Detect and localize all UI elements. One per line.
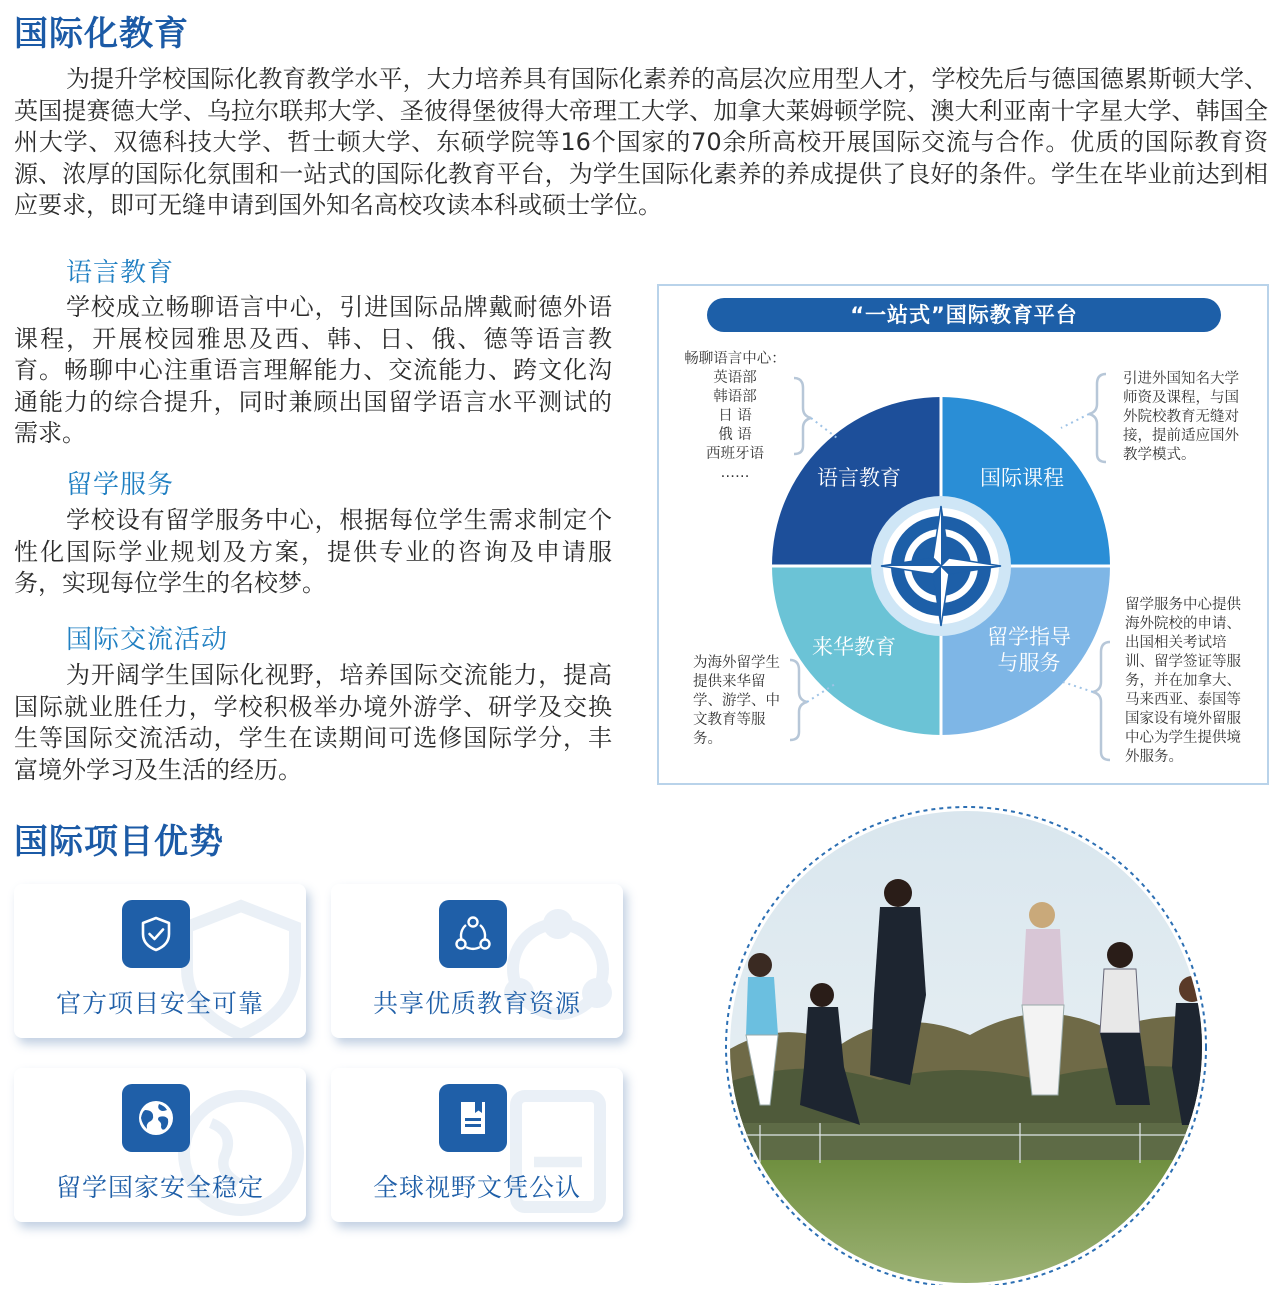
quadrant-label-china-education: 来华教育 <box>812 635 896 659</box>
subsection-text-language: 学校成立畅聊语言中心，引进国际品牌戴耐德外语课程，开展校园雅思及西、韩、日、俄、德等语言教育。畅聊中心注重语言理解能力、交流能力、跨文化沟通能力的综合提升，同时兼顾出国留学语言水平测试的需求。 <box>14 293 612 447</box>
language-item: 西班牙语 <box>706 446 764 462</box>
brace-courses <box>1089 374 1106 462</box>
diagram-title: “一站式”国际教育平台 <box>707 298 1221 332</box>
subsection-text-exchange: 为开阔学生国际化视野，培养国际交流能力，提高国际就业胜任力，学校积极举办境外游学、研学及交换生等国际交流活动，学生在读期间可选修国际学分，丰富境外学习及生活的经历。 <box>14 661 612 784</box>
language-item: …… <box>720 465 750 481</box>
subsection-text-study-abroad: 学校设有留学服务中心，根据每位学生需求制定个性化国际学业规划及方案，提供专业的咨询及申请服务，实现每位学生的名校梦。 <box>14 506 612 597</box>
advantage-card-official <box>14 884 306 1038</box>
one-stop-platform-diagram <box>657 284 1269 785</box>
quadrant-label-guidance-line2: 与服务 <box>997 651 1061 675</box>
brace-language-center <box>794 378 811 454</box>
shield-check-icon <box>122 900 190 968</box>
advantage-card-label: 留学国家安全稳定 <box>55 1173 264 1202</box>
advantage-card-label: 官方项目安全可靠 <box>55 989 264 1018</box>
quadrant-label-guidance <box>969 624 1089 676</box>
subsection-title-study-abroad: 留学服务 <box>66 470 175 500</box>
language-center-heading: 畅聊语言中心： <box>684 351 786 367</box>
brace-study-abroad <box>1093 642 1110 760</box>
language-center-list <box>675 350 795 483</box>
quadrant-label-courses: 国际课程 <box>980 466 1064 490</box>
intro-paragraph: 为提升学校国际化教育教学水平，大力培养具有国际化素养的高层次应用型人才，学校先后与德国德累斯顿大学、英国提赛德大学、乌拉尔联邦大学、圣彼得堡彼得大帝理工大学、加拿大莱姆顿学院、澳大利亚南十字星大学、韩国全州大学、双德科技大学、哲士顿大学、东硕学院等16个国家的70余所高校开展国际交流与合作。优质的国际教育资源、浓厚的国际化氛围和一站式的国际化教育平台，为学生国际化素养的养成提供了良好的条件。学生在毕业前达到相应要求，即可无缝申请到国外知名高校攻读本科或硕士学位。 <box>14 65 1268 219</box>
quadrant-label-guidance-line1: 留学指导 <box>987 625 1071 649</box>
language-item: 俄 语 <box>718 427 752 443</box>
share-nodes-icon <box>439 900 507 968</box>
certificate-icon <box>439 1084 507 1152</box>
language-item: 英语部 <box>713 370 757 386</box>
subsection-title-language: 语言教育 <box>66 258 175 288</box>
note-international-courses: 引进外国知名大学师资及课程，与国外院校教育无缝对接，提前适应国外教学模式。 <box>1123 371 1239 463</box>
students-jumping-photo <box>720 805 1260 1285</box>
advantage-card-resources <box>331 884 623 1038</box>
section-title-advantages: 国际项目优势 <box>14 822 224 862</box>
advantage-card-diploma <box>331 1068 623 1222</box>
section-title-international-education: 国际化教育 <box>14 14 189 54</box>
note-china-education: 为海外留学生提供来华留学、游学、中文教育等服务。 <box>693 655 780 747</box>
quadrant-label-language: 语言教育 <box>817 466 901 490</box>
note-study-abroad-service: 留学服务中心提供海外院校的申请、出国相关考试培训、留学签证等服务，并在加拿大、马来西亚、泰国等国家设有境外留服中心为学生提供境外服务。 <box>1125 597 1241 765</box>
language-item: 韩语部 <box>713 389 757 405</box>
globe-icon <box>122 1084 190 1152</box>
advantage-card-label: 全球视野文凭公认 <box>372 1173 581 1202</box>
brace-china-education <box>790 660 807 740</box>
language-item: 日 语 <box>718 408 752 424</box>
advantage-card-label: 共享优质教育资源 <box>372 989 581 1018</box>
advantage-card-safety <box>14 1068 306 1222</box>
subsection-title-exchange: 国际交流活动 <box>66 625 229 655</box>
